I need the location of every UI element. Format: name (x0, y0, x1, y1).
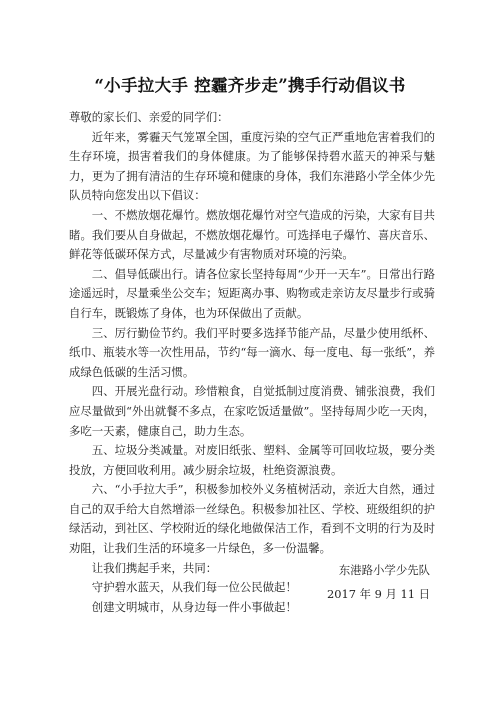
salutation: 尊敬的家长们、亲爱的同学们： (69, 110, 229, 124)
paragraph-item-6: 六、“小手拉大手”，积极参加校外义务植树活动，亲近大自然，通过自己的双手给大自然增添一丝绿色。积极参加社区、学校、班级组织的护绿活动，到社区、学校附近的绿化地做保洁工作，看到不文明的行为及时劝阻，让我们生活的环境多一片绿色，多一份温馨。 (69, 482, 435, 556)
paragraph-item-5: 五、垃圾分类减量。对废旧纸张、塑料、金属等可回收垃圾，要分类投放，方便回收利用。减少厨余垃圾，杜绝资源浪费。 (69, 443, 435, 477)
paragraph-item-2: 二、倡导低碳出行。请各位家长坚持每周“少开一天车”。日常出行路途遥远时，尽量乘坐公交车；短距离办事、购物或走亲访友尽量步行或骑自行车，既锻炼了身体，也为环保做出了贡献。 (69, 266, 435, 320)
paragraph-intro: 近年来，雾霾天气笼罩全国，重度污染的空气正严重地危害着我们的生存环境，损害着我们的身体健康。为了能够保持碧水蓝天的神采与魅力，更为了拥有清洁的生存环境和健康的身体，我们东港路小学全体少先队员特向您发出以下倡议： (69, 129, 435, 203)
document-body (69, 108, 435, 617)
slogan-1: 守护碧水蓝天，从我们每一位公民做起！ (91, 580, 297, 595)
paragraph-item-4: 四、开展光盘行动。珍惜粮食，自觉抵制过度消费、铺张浪费，我们应尽量做到“外出就餐不多点，在家吃饭适量做”。坚持每周少吃一天肉，多吃一天素，健康自己，助力生态。 (69, 384, 435, 438)
document-title: “小手拉大手 控霾齐步走”携手行动倡议书 (94, 76, 406, 95)
paragraph-item-1: 一、不燃放烟花爆竹。燃放烟花爆竹对空气造成的污染，大家有目共睹。我们要从自身做起，不燃放烟花爆竹。可选择电子爆竹、喜庆音乐、鲜花等低碳环保方式，尽量减少有害物质对环境的污染。 (69, 207, 435, 262)
slogan-2: 创建文明城市，从身边每一件小事做起！ (91, 599, 297, 614)
signature-organization: 东港路小学少先队 (338, 563, 430, 577)
paragraph-call: 让我们携起手来，共同： (91, 560, 218, 575)
signature-date: 2017 年 9 月 11 日 (326, 587, 430, 601)
paragraph-item-3: 三、厉行勤俭节约。我们平时要多选择节能产品，尽量少使用纸杯、纸巾、瓶装水等一次性用品，节约“每一滴水、每一度电、每一张纸”，养成绿色低碳的生活习惯。 (69, 325, 435, 379)
